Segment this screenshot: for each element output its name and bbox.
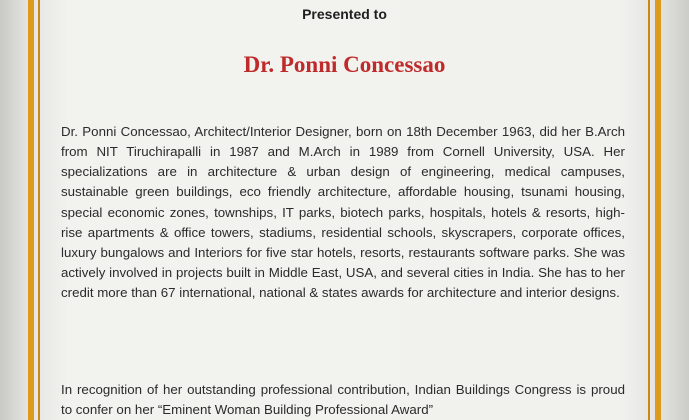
- presented-to-heading: Presented to: [302, 6, 387, 22]
- recognition-paragraph: In recognition of her outstanding professional contribution, Indian Buildings Congress is proud to confer on her “Eminent Woman Building Professional Award”: [61, 382, 625, 418]
- recipient-name: Dr. Ponni Concessao: [243, 52, 446, 77]
- biography-paragraph: Dr. Ponni Concessao, Architect/Interior Designer, born on 18th December 1963, did her B.Arch from NIT Tiruchirapalli in 1987 and M.Arch in 1989 from Cornell University, USA. Her specializations are in architecture & urban design of engineering, medical campuses, sustainable green buildings, eco friendly architecture, affordable housing, tsunami housing, special economic zones, townships, IT parks, biotech parks, hospitals, hotels & resorts, high-rise apartments & office towers, stadiums, residential schools, skyscrapers, corporate offices, luxury bungalows and Interiors for five star hotels, resorts, restaurants software parks. She was actively involved in projects built in Middle East, USA, and several cities in India. She has to her credit more than 67 international, national & states awards for architecture and interior designs.: [61, 124, 625, 301]
